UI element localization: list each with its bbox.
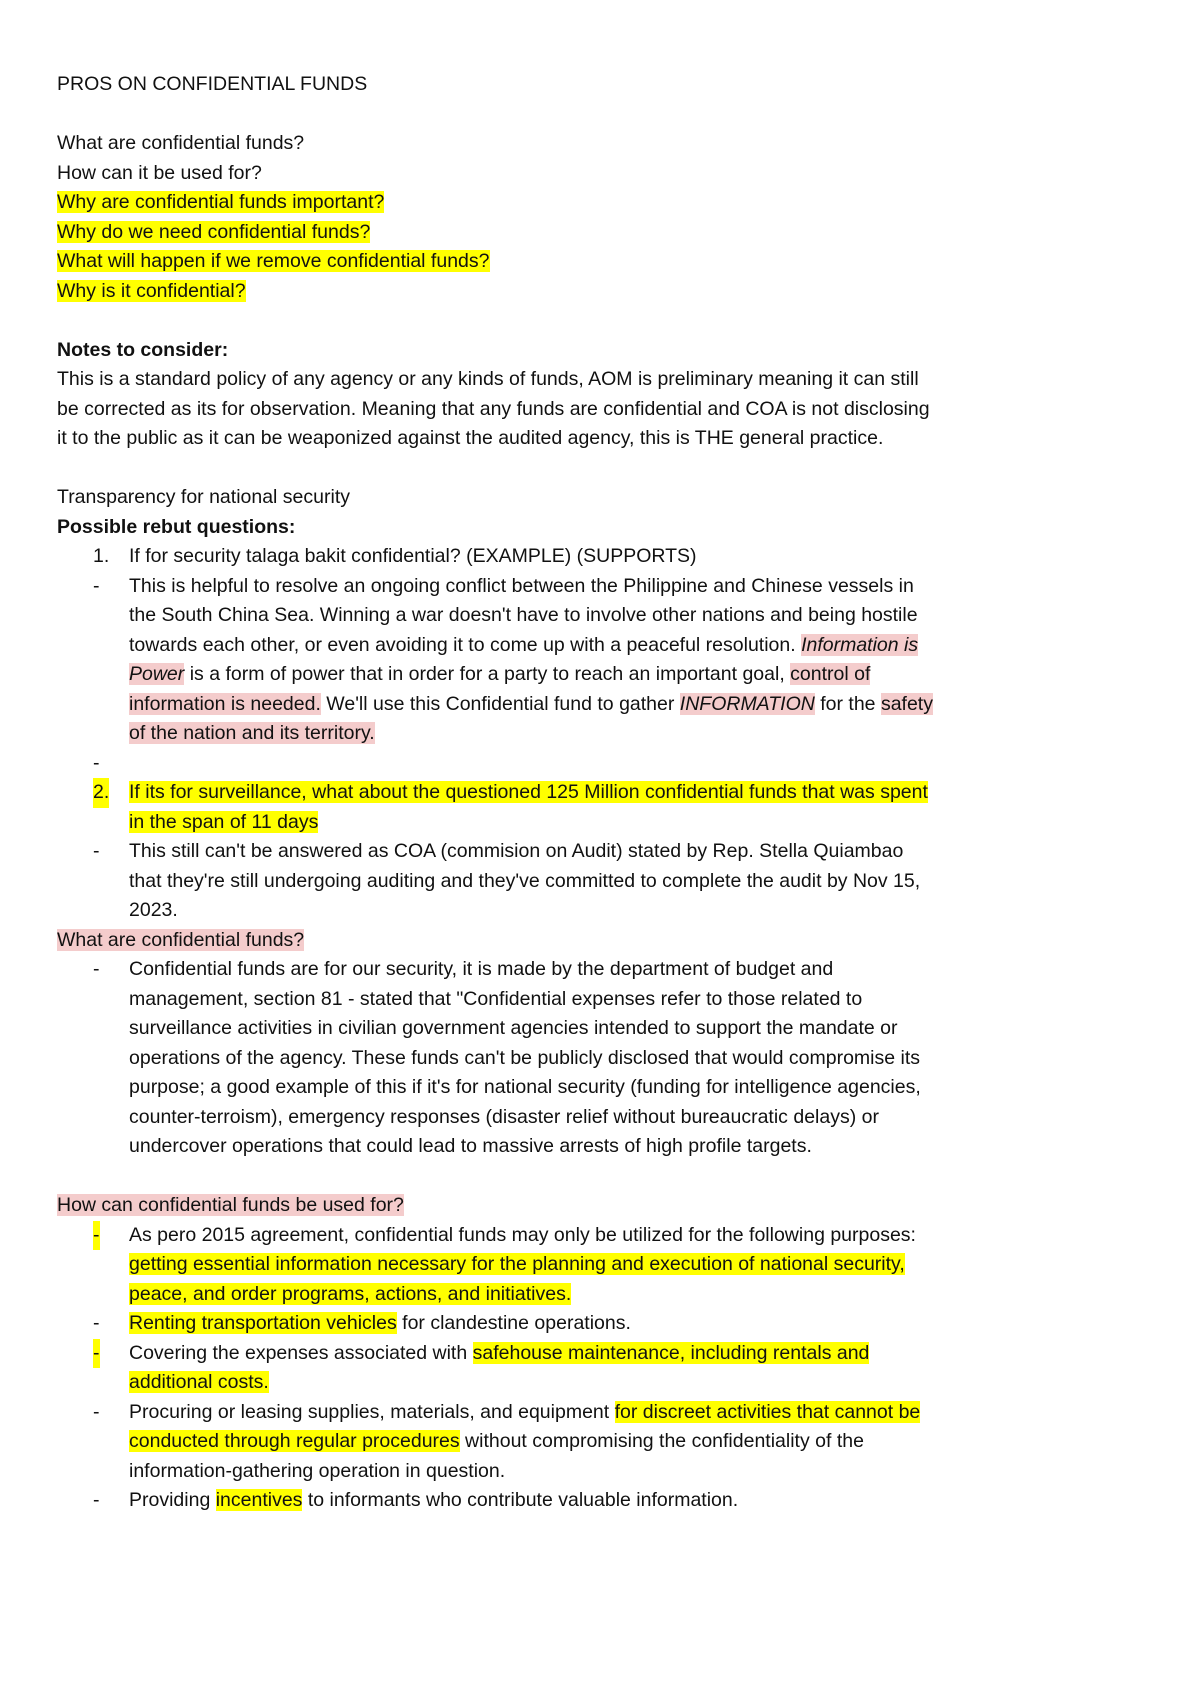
rebut-question-1 bbox=[57, 542, 1067, 572]
transparency-line: Transparency for national security bbox=[57, 486, 350, 508]
answer-text-highlighted: Information is bbox=[801, 633, 919, 656]
bullet-line: As pero 2015 agreement, confidential funds may only be utilized for the following purposes: bbox=[129, 1223, 916, 1246]
how-can-bullet-5 bbox=[57, 1486, 1067, 1516]
paragraph-line: undercover operations that could lead to massive arrests of high profile targets. bbox=[129, 1135, 812, 1157]
bullet-text: to informants who contribute valuable information. bbox=[302, 1489, 739, 1511]
answer-line bbox=[129, 690, 1067, 720]
bullet-line bbox=[129, 1309, 1067, 1339]
bullet-text-highlighted: additional costs. bbox=[129, 1371, 269, 1393]
title-text: PROS ON CONFIDENTIAL FUNDS bbox=[57, 73, 368, 95]
dash-bullet: - bbox=[93, 574, 100, 597]
what-are-heading bbox=[57, 926, 1067, 956]
dash-bullet: - bbox=[93, 958, 100, 980]
dash-bullet: - bbox=[93, 1339, 100, 1369]
list-number: 1. bbox=[93, 545, 110, 567]
bullet-line bbox=[129, 1398, 1067, 1428]
section-heading-highlighted: How can confidential funds be used for? bbox=[57, 1194, 404, 1216]
dash-bullet: - bbox=[93, 1489, 100, 1511]
bullet-text: Providing bbox=[129, 1489, 216, 1511]
notes-line: it to the public as it can be weaponized against the audited agency, this is THE general practice. bbox=[57, 427, 884, 449]
rebut-question-line bbox=[129, 808, 1067, 838]
dash-bullet: - bbox=[93, 840, 100, 862]
question-line bbox=[57, 188, 1067, 218]
how-can-bullet-4 bbox=[57, 1398, 1067, 1487]
question-line bbox=[57, 277, 1067, 307]
answer-text-highlighted: safety bbox=[880, 692, 933, 715]
answer-line bbox=[129, 631, 1067, 661]
notes-line: be corrected as its for observation. Meaning that any funds are confidential and COA is not disclosing bbox=[57, 397, 930, 420]
dash-bullet: - bbox=[93, 1400, 100, 1423]
how-can-bullet-2 bbox=[57, 1309, 1067, 1339]
answer-text-highlighted: of the nation and its territory. bbox=[129, 722, 375, 744]
bullet-line bbox=[129, 1368, 1067, 1398]
question-line bbox=[57, 247, 1067, 277]
answer-line: 2023. bbox=[129, 899, 178, 921]
spacer bbox=[57, 1162, 1067, 1192]
bullet-line: information-gathering operation in question. bbox=[129, 1459, 506, 1482]
answer-line: that they're still undergoing auditing and they've committed to complete the audit by Nov 15, bbox=[129, 869, 921, 892]
rebut-heading: Possible rebut questions: bbox=[57, 515, 296, 538]
paragraph-line: operations of the agency. These funds can't be publicly disclosed that would compromise its bbox=[129, 1046, 921, 1069]
paragraph-line: purpose; a good example of this if it's for national security (funding for intelligence agencies, bbox=[129, 1076, 921, 1098]
bullet-line bbox=[129, 1250, 1067, 1280]
list-number: 2. bbox=[93, 778, 109, 808]
bullet-line bbox=[129, 1339, 1067, 1369]
answer-text: We'll use this Confidential fund to gather bbox=[320, 692, 680, 715]
bullet-line bbox=[129, 1486, 1067, 1516]
notes-heading: Notes to consider: bbox=[57, 338, 229, 361]
spacer bbox=[57, 454, 1067, 484]
bullet-text-highlighted: conducted through regular procedures bbox=[129, 1430, 460, 1452]
bullet-text-highlighted: Renting transportation vehicles bbox=[129, 1312, 397, 1334]
dash-bullet: - bbox=[93, 1312, 100, 1334]
question-line bbox=[57, 218, 1067, 248]
how-can-heading bbox=[57, 1191, 1067, 1221]
rebut-answer-1 bbox=[57, 572, 1067, 749]
answer-line: This is helpful to resolve an ongoing conflict between the Philippine and Chinese vessels in bbox=[129, 574, 914, 597]
question-text-highlighted: Why is it confidential? bbox=[57, 279, 246, 302]
dash-bullet: - bbox=[93, 1221, 100, 1251]
answer-text: towards each other, or even avoiding it to come up with a peaceful resolution. bbox=[129, 633, 802, 656]
answer-text-highlighted: Power bbox=[129, 663, 185, 685]
answer-line: the South China Sea. Winning a war doesn't have to involve other nations and being hostile bbox=[129, 604, 918, 626]
rebut-question-text-highlighted: If its for surveillance, what about the questioned 125 Million confidential funds that was spent bbox=[129, 781, 928, 803]
answer-line: This still can't be answered as COA (commision on Audit) stated by Rep. Stella Quiambao bbox=[129, 840, 904, 862]
empty-bullet bbox=[57, 749, 1067, 779]
question-text: What are confidential funds? bbox=[57, 132, 305, 154]
bullet-text-highlighted: peace, and order programs, actions, and initiatives. bbox=[129, 1282, 572, 1305]
question-line bbox=[57, 159, 1067, 189]
answer-line bbox=[129, 719, 1067, 749]
bullet-text: without compromising the confidentiality of the bbox=[459, 1430, 864, 1452]
spacer bbox=[57, 100, 1067, 130]
answer-text: is a form of power that in order for a party to reach an important goal, bbox=[184, 663, 791, 685]
rebut-question-text-highlighted: in the span of 11 days bbox=[129, 810, 319, 833]
empty-line bbox=[129, 749, 1067, 779]
answer-text-highlighted: control of bbox=[790, 663, 871, 685]
paragraph-line: counter-terroism), emergency responses (disaster relief without bureaucratic delays) or bbox=[129, 1105, 879, 1128]
bullet-text: Procuring or leasing supplies, materials, and equipment bbox=[129, 1400, 615, 1423]
question-line bbox=[57, 129, 1067, 159]
bullet-text-highlighted: incentives bbox=[215, 1489, 303, 1511]
notes-line: This is a standard policy of any agency or any kinds of funds, AOM is preliminary meaning it can still bbox=[57, 368, 919, 390]
section-heading-highlighted: What are confidential funds? bbox=[57, 928, 305, 951]
bullet-text-highlighted: getting essential information necessary for the planning and execution of national security, bbox=[129, 1253, 905, 1275]
dash-bullet: - bbox=[93, 751, 100, 774]
bullet-text-highlighted: for discreet activities that cannot be bbox=[614, 1400, 921, 1423]
rebut-answer-2 bbox=[57, 837, 1067, 926]
answer-text-highlighted: information is needed. bbox=[129, 692, 321, 715]
how-can-bullet-1 bbox=[57, 1221, 1067, 1310]
document-title bbox=[57, 70, 1067, 100]
rebut-question-text: If for security talaga bakit confidential? (EXAMPLE) (SUPPORTS) bbox=[129, 545, 697, 567]
rebut-question-2 bbox=[57, 778, 1067, 837]
how-can-bullet-3 bbox=[57, 1339, 1067, 1398]
rebut-question-line bbox=[129, 778, 1067, 808]
bullet-text: for clandestine operations. bbox=[396, 1312, 631, 1334]
question-text-highlighted: Why do we need confidential funds? bbox=[57, 220, 371, 243]
bullet-text: Covering the expenses associated with bbox=[129, 1341, 473, 1364]
answer-line bbox=[129, 660, 1067, 690]
answer-text: for the bbox=[814, 692, 881, 715]
bullet-line bbox=[129, 1427, 1067, 1457]
what-are-bullet bbox=[57, 955, 1067, 1162]
answer-text-highlighted: INFORMATION bbox=[679, 692, 815, 715]
question-text: How can it be used for? bbox=[57, 161, 262, 184]
question-text-highlighted: What will happen if we remove confidential funds? bbox=[57, 250, 490, 272]
bullet-text-highlighted: safehouse maintenance, including rentals and bbox=[472, 1341, 870, 1364]
paragraph-line: surveillance activities in civilian government agencies intended to support the mandate or bbox=[129, 1017, 898, 1039]
spacer bbox=[57, 306, 1067, 336]
question-text-highlighted: Why are confidential funds important? bbox=[57, 191, 385, 213]
document-page bbox=[57, 70, 1067, 1516]
paragraph-line: Confidential funds are for our security, it is made by the department of budget and bbox=[129, 958, 834, 980]
paragraph-line: management, section 81 - stated that "Confidential expenses refer to those related to bbox=[129, 987, 863, 1010]
bullet-line bbox=[129, 1280, 1067, 1310]
